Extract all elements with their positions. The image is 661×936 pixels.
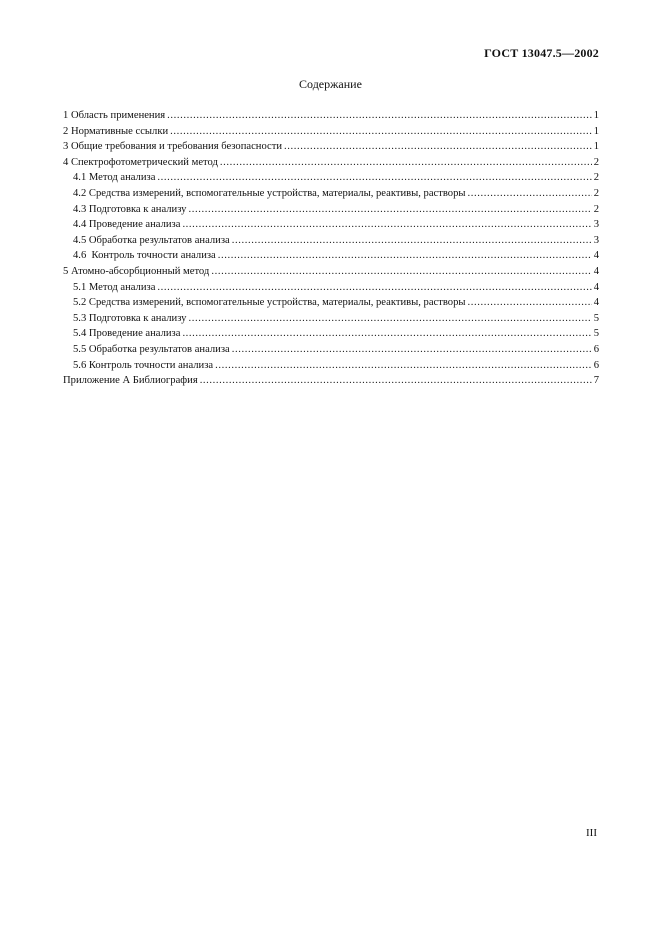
toc-entry-label: 5.2 Средства измерений, вспомогательные устройства, материалы, реактивы, растворы [73,297,466,309]
toc-subentry[interactable] [63,233,599,249]
toc-entry-label: 4.4 Проведение анализа [73,219,181,231]
toc-entry-label: 4.3 Подготовка к анализу [73,203,187,215]
toc-entry-label: 1 Область применения [63,110,166,121]
toc-entry[interactable] [63,124,599,140]
toc-subentry[interactable] [63,280,599,296]
toc-entry-label: 4.1 Метод анализа [73,172,156,184]
toc-entry-label: 4.5 Обработка результатов анализа [73,234,230,246]
toc-subentry[interactable] [63,186,599,202]
toc-leader-dots [468,186,592,202]
toc-entry-page: 5 [593,312,599,324]
toc-entry-label: Приложение А Библиография [63,375,198,387]
toc-entry-page: 2 [593,203,599,215]
toc-subentry[interactable] [63,170,599,186]
toc-entry-label: 4.2 Средства измерений, вспомогательные устройства, материалы, реактивы, растворы [73,187,466,199]
toc-leader-dots [200,373,592,389]
toc-entry-page: 1 [593,141,599,153]
table-of-contents [63,108,599,389]
toc-subentry[interactable] [63,295,599,311]
toc-entry-page: 6 [593,359,599,371]
toc-leader-dots [211,264,592,280]
toc-entry[interactable] [63,373,599,389]
toc-leader-dots [218,248,592,264]
toc-entry-page: 2 [593,172,599,184]
toc-entry-label: 2 Нормативные ссылки [63,125,169,137]
toc-entry-page: 2 [593,187,599,199]
toc-entry-label: 5.3 Подготовка к анализу [73,312,187,324]
toc-entry-page: 6 [593,343,599,355]
toc-subentry[interactable] [63,202,599,218]
toc-entry-label: 3 Общие требования и требования безопасности [63,141,283,153]
toc-leader-dots [215,358,592,374]
toc-leader-dots [182,326,592,342]
toc-entry-label: 5.6 Контроль точности анализа [73,359,214,371]
toc-title: Содержание [299,77,362,91]
toc-subentry[interactable] [63,326,599,342]
toc-leader-dots [188,202,592,218]
toc-leader-dots [232,342,592,358]
toc-entry[interactable] [63,155,599,171]
toc-entry-page: 3 [593,219,599,231]
toc-leader-dots [468,295,592,311]
toc-leader-dots [188,311,592,327]
toc-entry-page: 1 [593,110,599,121]
toc-entry-page: 5 [593,328,599,340]
toc-entry-label: 5 Атомно-абсорбционный метод [63,265,210,277]
toc-entry-page: 4 [593,297,599,309]
toc-leader-dots [182,217,592,233]
toc-subentry[interactable] [63,248,599,264]
toc-entry-label: 5.4 Проведение анализа [73,328,181,340]
toc-entry[interactable] [63,108,599,124]
toc-entry-page: 4 [593,250,599,262]
toc-subentry[interactable] [63,342,599,358]
toc-leader-dots [232,233,592,249]
toc-entry-page: 4 [593,281,599,293]
toc-subentry[interactable] [63,358,599,374]
toc-entry-label: 4 Спектрофотометрический метод [63,156,218,168]
toc-subentry[interactable] [63,217,599,233]
toc-leader-dots [220,155,592,171]
toc-entry-page: 4 [593,265,599,277]
toc-subentry[interactable] [63,311,599,327]
toc-entry[interactable] [63,139,599,155]
toc-entry-page: 1 [593,125,599,137]
toc-entry-label: 5.1 Метод анализа [73,281,156,293]
toc-entry-page: 3 [593,234,599,246]
toc-leader-dots [157,170,592,186]
toc-leader-dots [284,139,592,155]
document-code: ГОСТ 13047.5—2002 [484,46,599,60]
toc-leader-dots [157,280,592,296]
toc-entry-label: 4.6 Контроль точности анализа [73,250,216,262]
toc-entry[interactable] [63,264,599,280]
toc-leader-dots [167,108,592,124]
toc-entry-page: 2 [593,156,599,168]
toc-entry-page: 7 [593,375,599,387]
page-number: III [586,827,597,839]
toc-entry-label: 5.5 Обработка результатов анализа [73,343,230,355]
toc-leader-dots [170,124,592,140]
